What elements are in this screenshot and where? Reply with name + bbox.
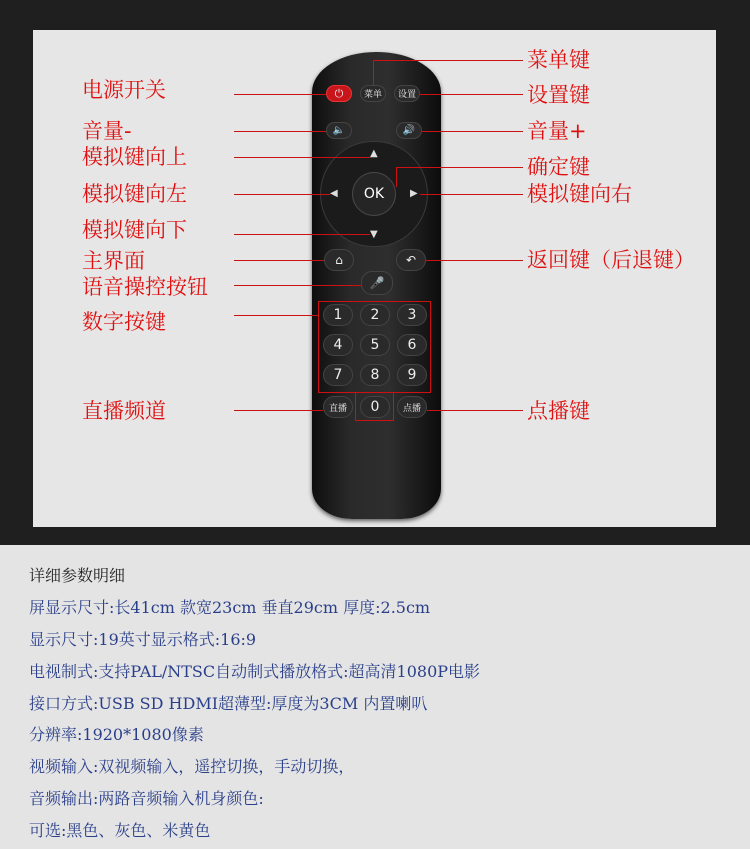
label-vod: 点播键 <box>527 399 590 423</box>
label-vol-up: 音量+ <box>527 119 587 143</box>
leader-menu <box>373 60 523 61</box>
label-vol-down: 音量- <box>82 119 132 143</box>
label-left: 模拟键向左 <box>82 182 187 206</box>
leader-right <box>420 194 523 195</box>
num-2-button[interactable]: 2 <box>360 304 390 326</box>
label-down: 模拟键向下 <box>82 218 187 242</box>
spec-line: 屏显示尺寸:长41cm 款宽23cm 垂直29cm 厚度:2.5cm <box>29 598 431 617</box>
label-settings: 设置键 <box>527 83 590 107</box>
label-voice: 语音操控按钮 <box>82 275 208 299</box>
microphone-icon: 🎤 <box>369 276 385 290</box>
spec-line: 音频输出:两路音频输入机身颜色: <box>29 789 264 808</box>
back-button[interactable] <box>396 249 426 271</box>
leader-voice <box>234 285 361 286</box>
leader-ok <box>396 167 523 168</box>
spec-line: 电视制式:支持PAL/NTSC自动制式播放格式:超高清1080P电影 <box>29 662 481 681</box>
spec-line: 接口方式:USB SD HDMI超薄型:厚度为3CM 内置喇叭 <box>29 694 428 713</box>
leader-vol-down <box>234 131 326 132</box>
leader-vol-up <box>422 131 523 132</box>
zero-highlight-box <box>355 392 394 421</box>
leader-left <box>234 194 330 195</box>
num-5-button[interactable]: 5 <box>360 334 390 356</box>
label-power: 电源开关 <box>82 78 166 102</box>
leader-down <box>234 234 370 235</box>
num-9-button[interactable]: 9 <box>397 364 427 386</box>
arrow-down-icon[interactable]: ▼ <box>370 229 378 240</box>
label-ok: 确定键 <box>527 155 590 179</box>
num-8-button[interactable]: 8 <box>360 364 390 386</box>
num-0-button[interactable]: 0 <box>360 396 390 418</box>
specs-title: 详细参数明细 <box>29 566 126 585</box>
num-7-button[interactable]: 7 <box>323 364 353 386</box>
num-6-button[interactable]: 6 <box>397 334 427 356</box>
leader-power <box>234 94 326 95</box>
label-right: 模拟键向右 <box>527 182 632 206</box>
settings-button[interactable]: 设置 <box>394 85 420 102</box>
leader-channel <box>234 410 323 411</box>
label-home: 主界面 <box>82 249 145 273</box>
spec-line: 视频输入:双视频输入，遥控切换，手动切换， <box>29 757 355 776</box>
power-button[interactable] <box>326 85 352 102</box>
num-1-button[interactable]: 1 <box>323 304 353 326</box>
label-back: 返回键（后退键） <box>527 248 695 272</box>
arrow-up-icon[interactable]: ▲ <box>370 148 378 159</box>
menu-button[interactable]: 菜单 <box>360 85 386 102</box>
leader-menu-drop <box>373 60 374 85</box>
spec-line: 分辨率:1920*1080像素 <box>29 725 204 744</box>
label-up: 模拟键向上 <box>82 145 187 169</box>
leader-back <box>426 260 523 261</box>
label-digits: 数字按键 <box>82 310 166 334</box>
leader-home <box>234 260 324 261</box>
home-button[interactable] <box>324 249 354 271</box>
back-arrow-icon: ↶ <box>405 253 417 267</box>
volume-down-button[interactable] <box>326 122 352 139</box>
voice-button[interactable] <box>361 271 393 295</box>
label-menu: 菜单键 <box>527 48 590 72</box>
speaker-low-icon: 🔈 <box>332 125 346 136</box>
vod-button[interactable]: 点播 <box>397 396 427 418</box>
leader-ok-drop <box>396 167 397 187</box>
ok-button[interactable]: OK <box>352 172 396 216</box>
spec-line: 可选:黑色、灰色、米黄色 <box>29 821 211 840</box>
spec-line: 显示尺寸:19英寸显示格式:16:9 <box>29 630 257 649</box>
arrow-right-icon[interactable]: ▶ <box>410 188 418 199</box>
leader-vod <box>427 410 523 411</box>
home-icon: ⌂ <box>335 253 343 267</box>
live-button[interactable]: 直播 <box>323 396 353 418</box>
power-icon: ⏻ <box>334 86 344 100</box>
leader-settings <box>420 94 523 95</box>
leader-up <box>234 157 370 158</box>
volume-up-button[interactable] <box>396 122 422 139</box>
num-4-button[interactable]: 4 <box>323 334 353 356</box>
label-channel: 直播频道 <box>82 399 166 423</box>
speaker-high-icon: 🔊 <box>402 125 416 136</box>
leader-digits <box>234 315 318 316</box>
arrow-left-icon[interactable]: ◀ <box>330 188 338 199</box>
digits-highlight-box <box>318 301 431 393</box>
num-3-button[interactable]: 3 <box>397 304 427 326</box>
